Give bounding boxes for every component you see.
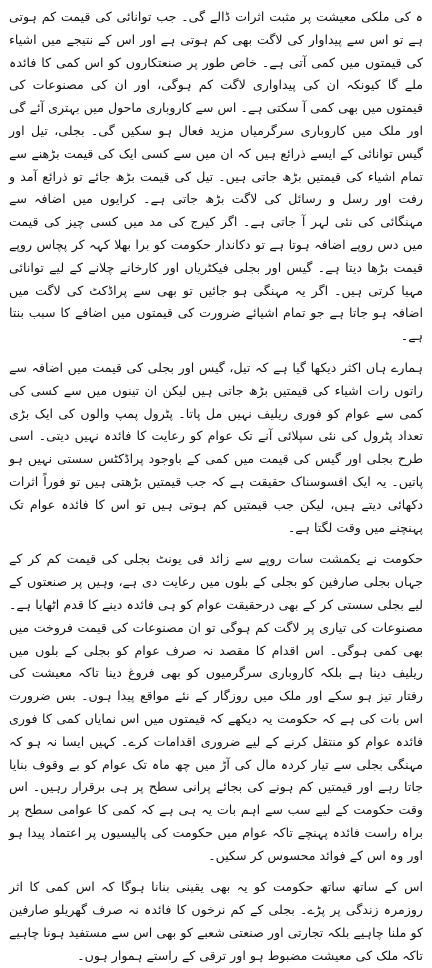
article-paragraph-1: ہ کی ملکی معیشت پر مثبت اثرات ڈالے گی۔ جب توانائی کی قیمت کم ہوتی ہے تو اس سے پیداوار کی لاگت بھی کم ہوتی ہے اور اس کے نتیجے میں اشیاء کی قیمتوں میں کمی آتی ہے۔ خاص طور پر صنعتکاروں کو اس کمی کا فائدہ ملے گا کیونکہ ان کی پیداواری لاگت کم ہوگی، اور ان کی مصنوعات کی قیمتوں میں بھی کمی آ سکتی ہے۔ اس سے کاروباری ماحول میں بہتری آئے گی اور ملک میں کاروباری سرگرمیاں مزید فعال ہو سکیں گی۔ بجلی، تیل اور گیس توانائی کے ایسے ذرائع ہیں کہ ان میں سے کسی ایک کی قیمت بڑھنے سے تمام اشیاء کی قیمتیں بڑھ جاتی ہیں۔ تیل کی قیمت بڑھ جائے تو ذرائع آمد و رفت اور رسل و رسائل کی لاگت بڑھ جاتی ہے۔ کرایوں میں اضافہ سے مہنگائی کی نئی لہر آ جاتی ہے۔ اگر کیرج کی مد میں کسی چیز کی قیمت میں دس روپے اضافہ ہوتا ہے تو دکاندار حکومت کو برا بھلا کہہ کر پچاس روپے قیمت بڑھا دیتا ہے۔ گیس اور بجلی فیکٹریاں اور کارخانے چلانے کے لیے توانائی مہیا کرتی ہیں۔ اگر یہ مہنگی ہو جائیں تو بھی سے پراڈکٹ کی لاگت میں اضافہ ہو جاتا ہے جو تمام اشیائے ضرورت کی قیمتوں میں اضافے کا سبب بنتا ہے۔ <box>9 9 424 344</box>
article-paragraph-2: ہمارے ہاں اکثر دیکھا گیا ہے کہ تیل، گیس اور بجلی کی قیمت میں اضافہ سے راتوں رات اشیاء کی قیمتیں بڑھ جاتی ہیں لیکن ان تینوں میں سے کسی کی کمی سے عوام کو فوری ریلیف نہیں مل پاتا۔ پٹرول پمپ والوں کی ایک بڑی تعداد پٹرول کی نئی سپلائی آنے تک عوام کو رعایت کا فائدہ نہیں دیتی۔ اسی طرح بجلی اور گیس کی قیمت میں کمی کے باوجود پراڈکٹس سستی نہیں ہو پاتیں۔ یہ ایک افسوسناک حقیقت ہے کہ جب قیمتیں بڑھتی ہیں تو فوراً اثرات دکھائی دیتے ہیں، لیکن جب قیمتیں کم ہوتی ہیں تو اس کا فائدہ عوام تک پہنچنے میں وقت لگتا ہے۔ <box>9 359 423 535</box>
article-paragraph-3: حکومت نے یکمشت سات روپے سے زائد فی یونٹ بجلی کی قیمت کم کر کے جہاں بجلی صارفین کو بجلی کے بلوں میں رعایت دی ہے، وہیں پر صنعتوں کے لیے بجلی سستی کر کے بھی درحقیقت عوام کو ہی فائدہ دینے کا قدم اٹھایا ہے۔ مصنوعات کی تیاری پر لاگت کم ہوگی تو ان مصنوعات کی قیمت فروخت میں بھی کمی ہوگی۔ اس اقدام کا مقصد نہ صرف عوام کو بجلی کے بلوں میں ریلیف دینا ہے بلکہ کاروباری سرگرمیوں کو بھی فروغ دینا تاکہ معیشت کی رفتار تیز ہو سکے اور ملک میں روزگار کے نئے مواقع پیدا ہوں۔ بس ضرورت اس بات کی ہے کہ حکومت یہ دیکھے کہ قیمتوں میں اس نمایاں کمی کا فوری فائدہ عوام کو منتقل کرنے کے لیے ضروری اقدامات کرے۔ کہیں ایسا نہ ہو کہ مہنگی بجلی سے تیار کردہ مال کی آڑ میں چھ ماہ تک عوام کو بے وقوف بنایا جاتا رہے اور قیمتیں کم ہونے کی بجائے پرانی سطح پر ہی برقرار رہیں۔ اس وقت حکومت کے لیے سب سے اہم بات یہ ہی ہے کہ کمی کا عوامی سطح پر براہ راست فائدہ پہنچے تاکہ عوام میں حکومت کی پالیسیوں پر اعتماد پیدا ہو اور وہ اس کے فوائد محسوس کر سکیں۔ <box>9 551 423 863</box>
article-paragraph-4: اس کے ساتھ ساتھ حکومت کو یہ بھی یقینی بنانا ہوگا کہ اس کمی کا اثر روزمرہ زندگی پر پڑے۔ بجلی کے کم نرخوں کا فائدہ نہ صرف گھریلو صارفین کو ملنا چاہیے بلکہ تجارتی اور صنعتی شعبے کو بھی اس سے مستفید ہونا چاہیے تاکہ ملک کی معیشت مضبوط ہو اور ترقی کے راستے ہموار ہوں۔ <box>9 879 423 963</box>
